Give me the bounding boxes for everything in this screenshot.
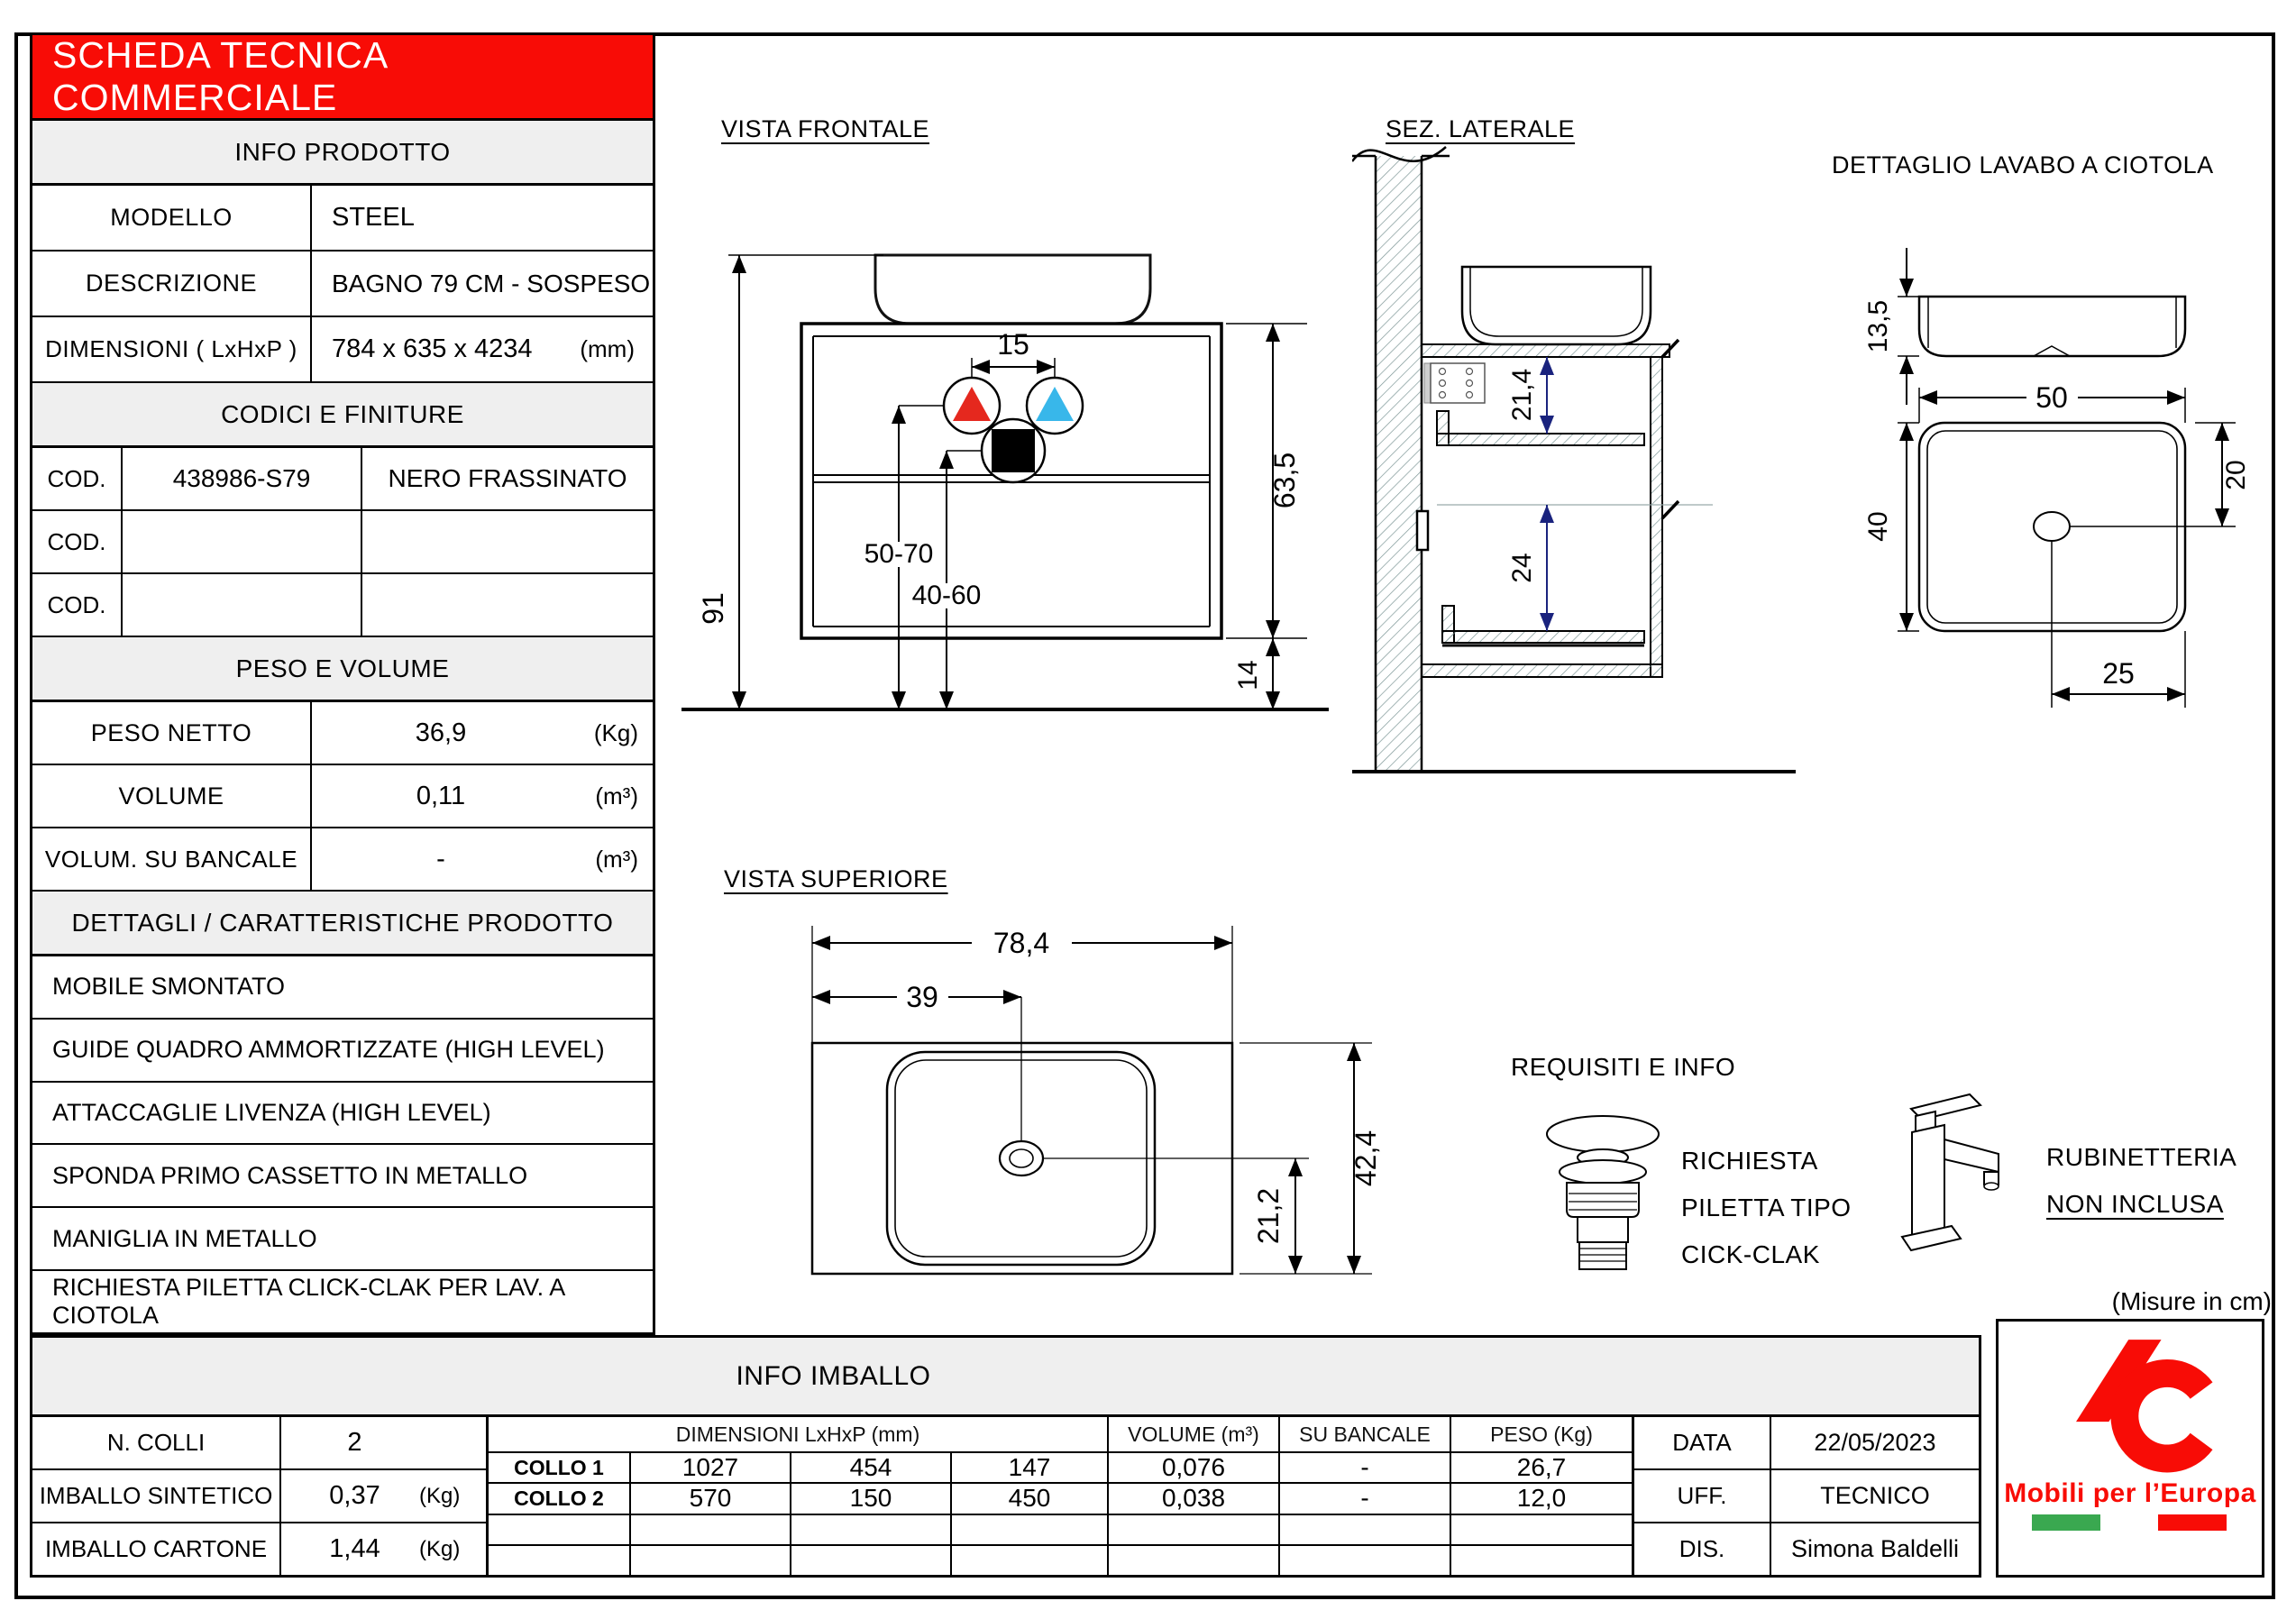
- arrowhead: [1266, 638, 1280, 656]
- cod-code: 438986-S79: [123, 448, 362, 509]
- sheet-title: SCHEDA TECNICA COMMERCIALE: [52, 34, 387, 118]
- vista-frontale-title: VISTA FRONTALE: [721, 115, 930, 142]
- row-value: [312, 702, 653, 764]
- collo-label: COLLO 2: [489, 1484, 631, 1513]
- faucet-icon: [1861, 1093, 2015, 1273]
- collo-label: [489, 1515, 631, 1544]
- detail-item: ATTACCAGLIE LIVENZA (HIGH LEVEL): [32, 1083, 653, 1146]
- collo-depth: [952, 1546, 1109, 1575]
- n-colli-value: 2: [347, 1428, 362, 1457]
- row-value: [281, 1470, 486, 1522]
- table-row: [489, 1453, 1632, 1484]
- meta-value-ufficio: TECNICO: [1820, 1482, 1930, 1509]
- vista-superiore-drawing: [712, 861, 1415, 1339]
- table-row: [32, 1523, 486, 1575]
- cod-label: COD.: [32, 574, 123, 636]
- cabinet-bottom-section: [1422, 664, 1662, 677]
- door-section: [1651, 357, 1662, 677]
- peso-netto-unit: (Kg): [593, 718, 638, 746]
- meta-label-disegnatore: DIS.: [1634, 1523, 1771, 1575]
- arrowhead: [812, 990, 830, 1004]
- dim-drain-from-center: 25: [2102, 657, 2135, 690]
- dim-drain-from-back: 20: [2221, 460, 2251, 490]
- volume-bancale-unit: (m³): [595, 845, 638, 873]
- drawer1-bottom-section: [1437, 434, 1644, 445]
- dim-basin-width: 50: [2035, 381, 2068, 414]
- table-row: [489, 1546, 1632, 1575]
- rubinetteria-note-line2: NON INCLUSA: [2046, 1190, 2224, 1218]
- arrowhead: [1347, 1256, 1361, 1274]
- imballo-sintetico-value: 0,37: [329, 1481, 380, 1510]
- detail-item: GUIDE QUADRO AMMORTIZZATE (HIGH LEVEL): [32, 1020, 653, 1083]
- detail-item: MOBILE SMONTATO: [32, 956, 653, 1020]
- row-value: [312, 186, 653, 250]
- row-label: DIMENSIONI ( LxHxP ): [32, 317, 312, 381]
- imballo-sintetico-unit: (Kg): [419, 1483, 461, 1508]
- wall-mount-block: [1417, 511, 1428, 550]
- meta-label-data: DATA: [1634, 1417, 1771, 1468]
- dim-drain-height: 40-60: [911, 581, 982, 610]
- arrowhead: [1540, 505, 1554, 523]
- arrowhead: [2167, 687, 2185, 701]
- cod-label: COD.: [32, 448, 123, 509]
- collo-volume: 0,076: [1109, 1453, 1280, 1482]
- row-value: [312, 765, 653, 827]
- volume-bancale-value: -: [436, 844, 445, 874]
- document-meta-table: [1634, 1417, 1979, 1575]
- arrowhead: [1899, 356, 1914, 374]
- flag-red-bar: [2158, 1514, 2227, 1531]
- row-label: IMBALLO SINTETICO: [32, 1470, 281, 1522]
- dim-tap-height: 50-70: [864, 539, 934, 569]
- handle-mark: [1662, 501, 1679, 518]
- dim-cabinet-height: 63,5: [1268, 452, 1301, 509]
- info-imballo-table: [30, 1335, 1981, 1578]
- vista-frontale-drawing: [676, 104, 1334, 726]
- arrowhead: [1540, 613, 1554, 631]
- piletta-icon: [1532, 1111, 1681, 1282]
- meta-value-disegnatore: Simona Baldelli: [1790, 1535, 1960, 1562]
- lc-logo: [2040, 1332, 2220, 1477]
- collo-length: [631, 1546, 791, 1575]
- collo-label: [489, 1546, 631, 1575]
- collo-peso: [1451, 1546, 1632, 1575]
- colli-table: [489, 1417, 1634, 1575]
- col-header-peso: PESO (Kg): [1490, 1422, 1593, 1446]
- cod-code: [123, 574, 362, 636]
- row-label: IMBALLO CARTONE: [32, 1523, 281, 1575]
- arrowhead: [2167, 390, 2185, 405]
- arrowhead: [2215, 508, 2229, 526]
- collo-bancale: -: [1280, 1484, 1451, 1513]
- table-row: [1634, 1417, 1979, 1470]
- modello-value: STEEL: [332, 203, 415, 232]
- wall-break-line: [1352, 147, 1450, 161]
- dim-drain-from-front: 21,2: [1252, 1187, 1285, 1245]
- cod-finish: [362, 574, 653, 636]
- volume-unit: (m³): [595, 782, 638, 810]
- table-row: [489, 1484, 1632, 1514]
- arrowhead: [1919, 390, 1937, 405]
- logo-tagline: Mobili per l’Europa: [2004, 1478, 2256, 1508]
- dim-floor-gap: 14: [1233, 660, 1263, 691]
- collo-length: 1027: [631, 1453, 791, 1482]
- detail-item: SPONDA PRIMO CASSETTO IN METALLO: [32, 1145, 653, 1208]
- row-value: [281, 1417, 486, 1468]
- table-row: [32, 186, 653, 252]
- dim-drawer-clearance: 24: [1507, 553, 1537, 583]
- section-header-info-prodotto: INFO PRODOTTO: [32, 121, 653, 186]
- dim-total-height: 91: [697, 592, 729, 625]
- drain-square: [992, 429, 1035, 472]
- col-header-volume: VOLUME (m³): [1109, 1417, 1280, 1451]
- dim-tap-spacing: 15: [997, 328, 1029, 361]
- dim-basin-height: 13,5: [1863, 299, 1893, 353]
- collo-bancale: -: [1280, 1453, 1451, 1482]
- meta-value-data: 22/05/2023: [1814, 1429, 1936, 1456]
- cod-code: [123, 511, 362, 572]
- info-imballo-title: INFO IMBALLO: [736, 1360, 931, 1391]
- imballo-cartone-unit: (Kg): [419, 1536, 461, 1561]
- collo-bancale: [1280, 1546, 1451, 1575]
- collo-length: [631, 1515, 791, 1544]
- table-row: [32, 448, 653, 511]
- arrowhead: [1003, 990, 1021, 1004]
- row-label: DESCRIZIONE: [32, 252, 312, 316]
- dimensioni-value: 784 x 635 x 4234: [332, 334, 533, 363]
- cod-label: COD.: [32, 511, 123, 572]
- dim-top-width: 78,4: [992, 927, 1050, 959]
- col-header-bancale: SU BANCALE: [1280, 1417, 1451, 1451]
- sez-laterale-title: SEZ. LATERALE: [1386, 115, 1576, 142]
- table-row: [32, 317, 653, 383]
- arrowhead: [1288, 1256, 1303, 1274]
- descrizione-value: BAGNO 79 CM - SOSPESO: [332, 269, 651, 297]
- table-row: [489, 1515, 1632, 1546]
- piletta-note-line2: PILETTA TIPO: [1681, 1194, 1852, 1221]
- detail-item: RICHIESTA PILETTA CLICK-CLAK PER LAV. A CIOTOLA: [52, 1274, 564, 1330]
- collo-volume: [1109, 1515, 1280, 1544]
- arrowhead: [939, 691, 954, 709]
- arrowhead: [812, 936, 830, 950]
- collo-depth: [952, 1515, 1109, 1544]
- imballo-cartone-value: 1,44: [329, 1534, 380, 1563]
- colli-table-header: [489, 1417, 1632, 1453]
- row-value: [312, 252, 653, 316]
- section-header-dettagli: DETTAGLI / CARATTERISTICHE PRODOTTO: [32, 892, 653, 956]
- arrowhead: [2052, 687, 2070, 701]
- table-row: [32, 702, 653, 765]
- drain-hole-inner: [1010, 1149, 1033, 1167]
- flag-green-bar: [2032, 1514, 2100, 1531]
- collo-volume: 0,038: [1109, 1484, 1280, 1513]
- arrowhead: [1288, 1158, 1303, 1176]
- collo-height: 454: [791, 1453, 952, 1482]
- piletta-note-line3: CICK-CLAK: [1681, 1240, 1820, 1268]
- vista-superiore-title: VISTA SUPERIORE: [724, 865, 948, 892]
- arrowhead: [1540, 416, 1554, 434]
- arrowhead: [1214, 936, 1232, 950]
- table-row: [32, 1470, 486, 1523]
- meta-label-ufficio: UFF.: [1634, 1470, 1771, 1522]
- imballo-summary-table: [32, 1417, 489, 1575]
- product-info-panel: [30, 32, 655, 1335]
- dim-basin-depth: 40: [1863, 511, 1893, 542]
- collo-volume: [1109, 1546, 1280, 1575]
- table-row: [32, 1417, 486, 1470]
- requisiti-title: REQUISITI E INFO: [1511, 1053, 1736, 1081]
- arrowhead: [732, 691, 746, 709]
- collo-peso: 26,7: [1516, 1453, 1567, 1482]
- collo-label: COLLO 1: [489, 1453, 631, 1482]
- rubinetteria-note: [2046, 1143, 2237, 1237]
- table-row: [32, 252, 653, 317]
- dettaglio-lavabo-drawing: [1821, 144, 2296, 775]
- sez-laterale-drawing: [1352, 104, 1803, 784]
- arrowhead: [1266, 324, 1280, 342]
- table-row: [32, 765, 653, 828]
- table-row: [1634, 1470, 1979, 1523]
- wall-hatch: [1376, 156, 1422, 772]
- detail-item: MANIGLIA IN METALLO: [32, 1208, 653, 1271]
- collo-height: 150: [791, 1484, 952, 1513]
- countertop-section: [1422, 344, 1669, 357]
- dimensioni-unit: (mm): [580, 335, 635, 362]
- table-row: [32, 574, 653, 637]
- peso-netto-value: 36,9: [415, 718, 467, 747]
- info-imballo-header: [32, 1338, 1979, 1417]
- collo-height: [791, 1546, 952, 1575]
- basin-section: [1462, 267, 1651, 344]
- table-row: [32, 828, 653, 892]
- drawer2-bottom-section: [1442, 631, 1644, 643]
- row-label: VOLUME: [32, 765, 312, 827]
- rubinetteria-note-line1: RUBINETTERIA: [2046, 1143, 2237, 1171]
- row-value: [312, 828, 653, 890]
- collo-height: [791, 1515, 952, 1544]
- dim-top-depth: 42,4: [1349, 1130, 1382, 1187]
- row-label: N. COLLI: [32, 1417, 281, 1468]
- arrowhead: [1540, 357, 1554, 375]
- arrowhead: [1266, 620, 1280, 638]
- dim-drain-from-left: 39: [906, 981, 938, 1013]
- collo-depth: 450: [952, 1484, 1109, 1513]
- section-header-peso-volume: PESO E VOLUME: [32, 637, 653, 702]
- basin-front: [875, 255, 1150, 324]
- logo-flag-bars: [2017, 1514, 2243, 1531]
- arrowhead: [1266, 691, 1280, 709]
- row-label: MODELLO: [32, 186, 312, 250]
- collo-peso: 12,0: [1516, 1484, 1567, 1513]
- arrowhead: [1347, 1043, 1361, 1061]
- dim-top-clearance: 21,4: [1507, 368, 1537, 422]
- arrowhead: [2215, 423, 2229, 441]
- arrowhead: [892, 691, 906, 709]
- arrowhead: [732, 255, 746, 273]
- row-label: PESO NETTO: [32, 702, 312, 764]
- row-value: [312, 317, 653, 381]
- cod-finish: [362, 511, 653, 572]
- collo-depth: 147: [952, 1453, 1109, 1482]
- arrowhead: [1899, 279, 1914, 297]
- collo-length: 570: [631, 1484, 791, 1513]
- col-header-dimensioni: DIMENSIONI LxHxP (mm): [489, 1417, 1109, 1451]
- table-row: [1634, 1523, 1979, 1575]
- measure-unit-note: (Misure in cm): [2111, 1287, 2272, 1315]
- section-header-codici: CODICI E FINITURE: [32, 383, 653, 448]
- arrowhead: [1899, 613, 1914, 631]
- collo-peso: [1451, 1515, 1632, 1544]
- bracket-strip: [1424, 363, 1431, 403]
- piletta-note: [1681, 1147, 1852, 1287]
- drain-hole: [2034, 512, 2070, 541]
- cod-finish: NERO FRASSINATO: [388, 464, 627, 492]
- table-row: [32, 511, 653, 574]
- piletta-note-line1: RICHIESTA: [1681, 1147, 1818, 1175]
- sheet-title-banner: [32, 35, 653, 121]
- company-logo-box: [1996, 1319, 2264, 1578]
- volume-value: 0,11: [416, 781, 466, 810]
- arrowhead: [1899, 423, 1914, 441]
- row-value: [281, 1523, 486, 1575]
- row-label: VOLUM. SU BANCALE: [32, 828, 312, 890]
- collo-bancale: [1280, 1515, 1451, 1544]
- dettaglio-lavabo-title: DETTAGLIO LAVABO A CIOTOLA: [1832, 151, 2214, 178]
